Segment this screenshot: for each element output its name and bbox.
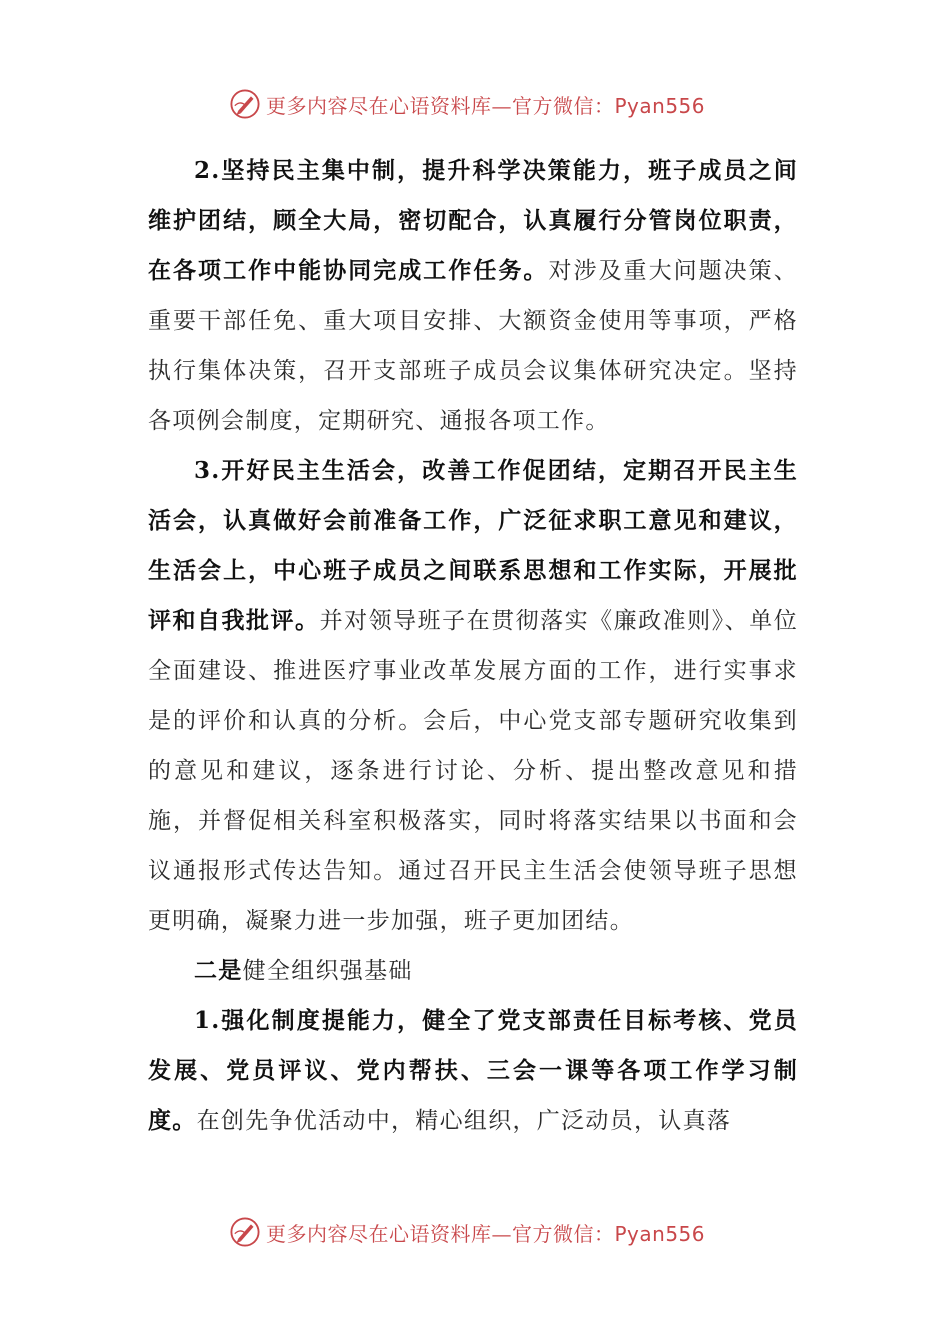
pen-stamp-icon [228,87,262,121]
watermark-text: 更多内容尽在心语资料库—官方微信：Pyan556 [266,1221,706,1246]
document-body [148,146,798,1146]
paragraph-body: 在创先争优活动中，精心组织，广泛动员，认真落 [196,1108,732,1134]
paragraph-bold-lead: 1.强化制度提能力，健全了党支部责任目标考核、党员发展、党员评议、党内帮扶、三会一课等各项工作学习制度。 [148,1007,798,1134]
paragraph-body: 并对领导班子在贯彻落实《廉政准则》、单位全面建设、推进医疗事业改革发展方面的工作，进行实事求是的评价和认真的分析。会后，中心党支部专题研究收集到的意见和建议，逐条进行讨论、分析、提出整改意见和措施，并督促相关科室积极落实，同时将落实结果以书面和会议通报形式传达告知。通过召开民主生活会使领导班子思想更明确，凝聚力进一步加强，班子更加团结。 [148,608,799,934]
pen-stamp-icon [228,1215,262,1249]
watermark-footer [228,1212,705,1252]
paragraph-body: 对涉及重大问题决策、重要干部任免、重大项目安排、大额资金使用等事项，严格执行集体决策，召开支部班子成员会议集体研究决定。坚持各项例会制度，定期研究、通报各项工作。 [148,258,799,434]
section-title: 健全组织强基础 [242,958,413,984]
watermark-text: 更多内容尽在心语资料库—官方微信：Pyan556 [266,93,706,118]
watermark-header [228,84,705,124]
section-marker: 二是 [194,957,243,984]
paragraph-item-3 [148,446,798,946]
paragraph-item-2 [148,146,798,446]
paragraph-bold-lead: 3.开好民主生活会，改善工作促团结，定期召开民主生活会，认真做好会前准备工作，广泛征求职工意见和建议，生活会上，中心班子成员之间联系思想和工作实际，开展批评和自我批评。 [148,457,798,634]
paragraph-bold-lead: 2.坚持民主集中制，提升科学决策能力，班子成员之间维护团结，顾全大局，密切配合，认真履行分管岗位职责，在各项工作中能协同完成工作任务。 [148,157,798,284]
section-heading [148,946,798,996]
paragraph-item-1 [148,996,798,1146]
